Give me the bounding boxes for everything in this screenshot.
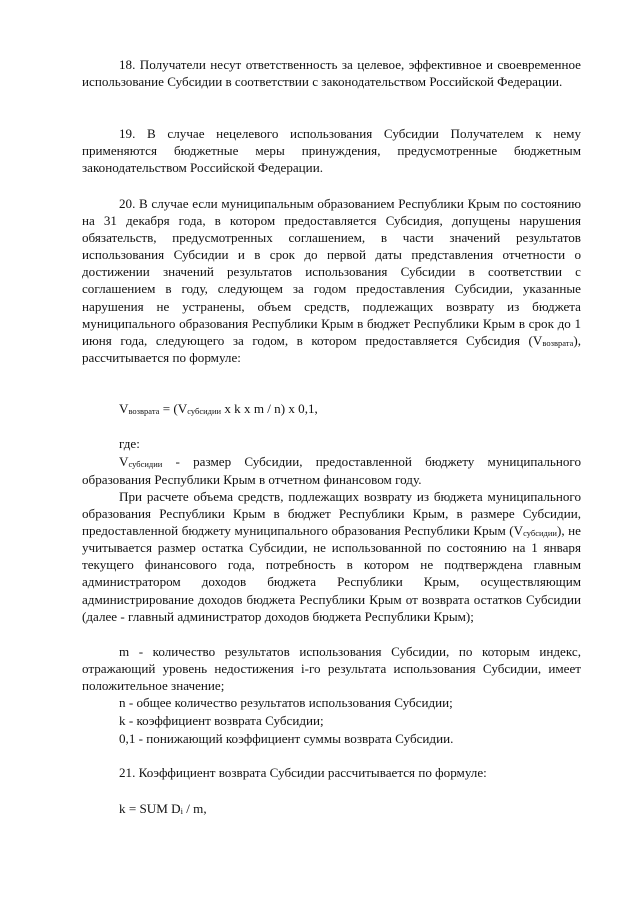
definition-calc-text-a: При расчете объема средств, подлежащих возврату из бюджета муниципального образования Республики Крым в бюджет Республики Крым, в размере Субсидии, предоставленной бюджету муниципального образования Республики Крым (V <box>82 489 581 539</box>
paragraph-21: 21. Коэффициент возврата Субсидии рассчитывается по формуле: <box>119 765 487 780</box>
formula-k-tail: / m, <box>182 801 207 816</box>
paragraph-18: 18. Получатели несут ответственность за целевое, эффективное и своевременное использование Субсидии в соответствии с законодательством Российской Федерации. <box>82 57 581 90</box>
formula-rest: x k x m / n) x 0,1, <box>221 401 318 416</box>
definition-calc-subscript: субсидии <box>523 528 557 539</box>
definition-v-subscript: субсидии <box>128 459 163 469</box>
formula-k <box>119 800 207 818</box>
formula-equals: = (V <box>159 401 188 416</box>
definition-calculation <box>82 488 581 625</box>
formula-v-subscript: возврата <box>128 406 160 416</box>
where-label: где: <box>119 436 140 451</box>
formula-k-subscript: i <box>180 806 183 816</box>
paragraph-20-subscript: возврата <box>542 337 574 348</box>
formula-v-return <box>119 400 318 418</box>
definition-m: m - количество результатов использования Субсидии, по которым индекс, отражающий уровень недостижения i-го результата использования Субсидии, имеет положительное значение; <box>82 644 581 694</box>
definition-v-symbol: V <box>119 454 129 469</box>
definition-v-subsidy <box>82 453 581 488</box>
definition-n: n - общее количество результатов использования Субсидии; <box>119 695 453 710</box>
formula-v: V <box>119 401 129 416</box>
paragraph-19: 19. В случае нецелевого использования Субсидии Получателем к нему применяются бюджетные меры принуждения, предусмотренные бюджетным законодательством Российской Федерации. <box>82 126 581 176</box>
paragraph-20 <box>82 195 581 366</box>
definition-calc-text-b: ), не учитывается размер остатка Субсидии, не использованной по состоянию на 1 января текущего финансового года, потребность в котором не подтверждена главным администратором доходов бюджета Республики Крым, осуществляющим администрирование доходов бюджета Республики Крым от возврата остатков Субсидии (далее - главный администратор доходов бюджета Республики Крым); <box>82 523 581 624</box>
paragraph-20-text: 20. В случае если муниципальным образованием Республики Крым по состоянию на 31 декабря года, в котором предоставляется Субсидия, допущены нарушения обязательств, предусмотренных соглашением, в части значений результатов использования Субсидии и в срок до первой даты представления отчетности о достижении значений результатов использования Субсидии в соответствии с соглашением в году, следующем за годом предоставления Субсидии, указанные нарушения не устранены, объем средств, подлежащих возврату из бюджета муниципального образования Республики Крым в бюджет Республики Крым в срок до 1 июня года, следующего за годом, в котором предоставляется Субсидия (V <box>82 196 581 348</box>
paragraph-20-tail: ), рассчитывается по формуле: <box>82 332 581 365</box>
formula-k-text: k = SUM D <box>119 801 181 816</box>
formula-inner-subscript: субсидии <box>187 406 222 416</box>
definition-v-text: - размер Субсидии, предоставленной бюджету муниципального образования Республики Крым в отчетном финансовом году. <box>82 454 581 487</box>
definition-coefficient: 0,1 - понижающий коэффициент суммы возврата Субсидии. <box>119 731 454 746</box>
definition-k: k - коэффициент возврата Субсидии; <box>119 713 324 728</box>
